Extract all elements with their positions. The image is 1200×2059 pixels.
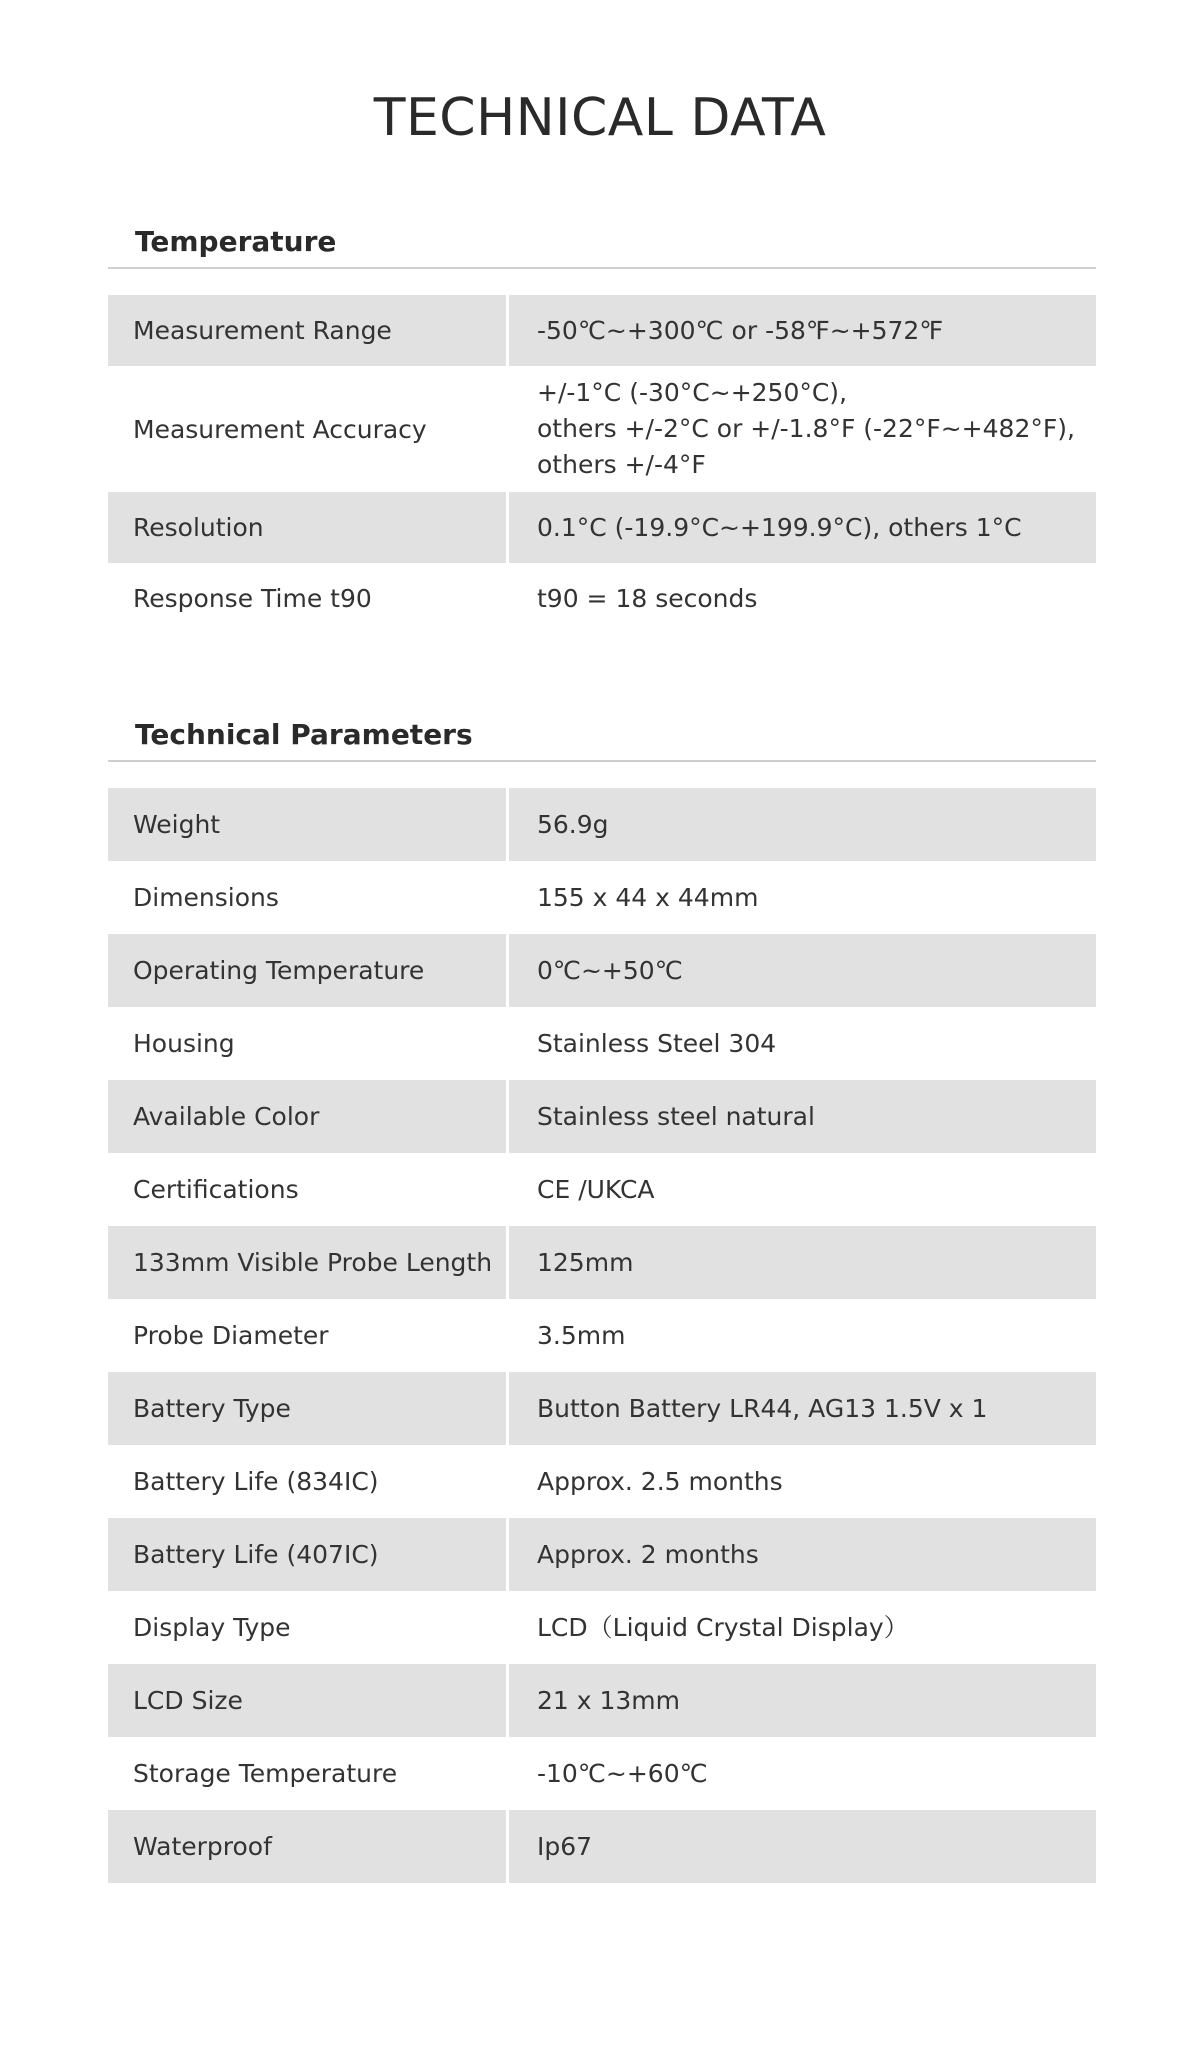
table-row [108,1007,1096,1080]
row-value: Stainless steel natural [506,1080,1096,1153]
row-value: -10℃~+60℃ [537,1758,708,1788]
table-row [108,861,1096,934]
row-label: Battery Type [108,1372,506,1445]
row-value-line: others +/-4°F [537,450,706,479]
row-value: 3.5mm [537,1320,626,1350]
row-value: -50℃~+300℃ or -58℉~+572℉ [506,295,1096,366]
row-label: Display Type [133,1613,291,1642]
temperature-table [108,295,1096,634]
table-row [108,1591,1096,1664]
table-row [108,492,1096,563]
table-row [108,1080,1096,1153]
section-divider [108,267,1096,269]
row-label: Weight [108,788,506,861]
row-value: Approx. 2.5 months [537,1466,783,1496]
row-label: Probe Diameter [133,1321,329,1350]
row-label: Dimensions [133,883,279,912]
row-value-line: others +/-2°C or +/-1.8°F (-22°F~+482°F), [537,414,1075,443]
row-value: 21 x 13mm [506,1664,1096,1737]
row-value: Button Battery LR44, AG13 1.5V x 1 [506,1372,1096,1445]
row-value: 56.9g [506,788,1096,861]
row-value: t90 = 18 seconds [537,583,758,613]
table-row [108,1518,1096,1591]
table-row [108,1299,1096,1372]
table-row [108,934,1096,1007]
page-title: TECHNICAL DATA [373,88,827,148]
table-row [108,1737,1096,1810]
table-row [108,563,1096,634]
table-row [108,788,1096,861]
row-label: Housing [133,1029,235,1058]
table-row [108,1664,1096,1737]
row-value-line: +/-1°C (-30°C~+250°C), [537,378,848,407]
row-label: Measurement Range [108,295,506,366]
row-value: CE /UKCA [537,1174,655,1204]
row-label: Operating Temperature [108,934,506,1007]
row-value: 0.1°C (-19.9°C~+199.9°C), others 1°C [506,492,1096,563]
row-label: Battery Life (834IC) [133,1467,379,1496]
row-value: 0℃~+50℃ [506,934,1096,1007]
table-row [108,1445,1096,1518]
row-label: Measurement Accuracy [133,414,427,444]
row-label: Available Color [108,1080,506,1153]
row-label: 133mm Visible Probe Length [108,1226,506,1299]
row-value: LCD（Liquid Crystal Display） [537,1612,909,1642]
technical-parameters-table [108,788,1096,1883]
table-row [108,1153,1096,1226]
section-divider [108,760,1096,762]
row-value: Stainless Steel 304 [537,1028,777,1058]
table-row [108,1810,1096,1883]
technical-parameters-section [108,710,1096,1883]
section-title-technical-parameters: Technical Parameters [135,718,473,751]
row-value: 125mm [506,1226,1096,1299]
row-label: Certifications [133,1175,299,1204]
row-label: Response Time t90 [133,584,372,613]
row-label: LCD Size [108,1664,506,1737]
row-label: Resolution [108,492,506,563]
row-value: Ip67 [506,1810,1096,1883]
row-value: Approx. 2 months [506,1518,1096,1591]
row-label: Waterproof [108,1810,506,1883]
table-row [108,366,1096,492]
row-value: 155 x 44 x 44mm [537,882,759,912]
table-row [108,1372,1096,1445]
row-label: Battery Life (407IC) [108,1518,506,1591]
temperature-section [108,217,1096,634]
row-value [506,366,1096,492]
table-row [108,295,1096,366]
row-label: Storage Temperature [133,1759,398,1788]
table-row [108,1226,1096,1299]
section-title-temperature: Temperature [135,225,337,258]
